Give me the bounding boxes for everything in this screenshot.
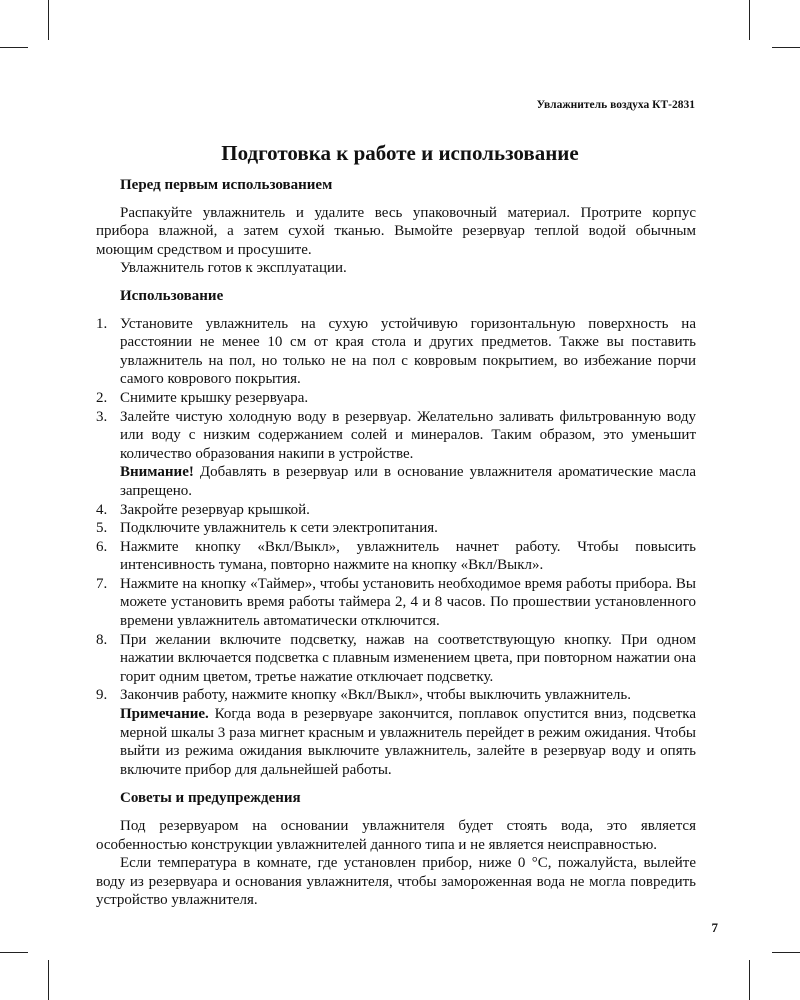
section-heading-before-first-use: Перед первым использованием (120, 177, 333, 193)
page-title: Подготовка к работе и использование (221, 141, 579, 165)
step-text: Подключите увлажнитель к сети электропитания. (120, 520, 438, 537)
note-label: Примечание. (120, 706, 209, 723)
step-number: 9. (96, 687, 108, 704)
list-item (96, 315, 696, 389)
step-text: Нажмите кнопку «Вкл/Выкл», увлажнитель начнет работу. Чтобы повысить интенсивность тумана, повторно нажмите на кнопку «Вкл/Выкл». (120, 538, 696, 574)
crop-mark (749, 0, 750, 40)
list-item (96, 631, 696, 687)
warning-text: Добавлять в резервуар или в основание увлажнителя ароматические масла запрещено. (120, 464, 696, 499)
list-item (96, 519, 696, 538)
crop-mark (772, 47, 800, 48)
list-item (96, 501, 696, 520)
step-text: Установите увлажнитель на сухую устойчивую горизонтальную поверхность на расстоянии не менее 10 см от края стола и других предметов. Также вы поставить увлажнитель на пол, но только не на пол с ковровым покрытием, во избежание порчи самого коврового покрытия. (120, 315, 696, 388)
step-number: 1. (96, 315, 108, 332)
step-text: При желании включите подсветку, нажав на соответствующую кнопку. При одном нажатии включается подсветка с плавным изменением цвета, при повторном нажатии она горит одним цветом, третье нажатие отключает подсветку. (120, 631, 696, 685)
step-number: 8. (96, 631, 108, 648)
step-text: Закончив работу, нажмите кнопку «Вкл/Выкл», чтобы выключить увлажнитель. (120, 687, 631, 704)
paragraph: Под резервуаром на основании увлажнителя будет стоять вода, это является особенностью конструкции увлажнителей данного типа и не является неисправностью. (96, 818, 696, 853)
page-number: 7 (711, 920, 718, 935)
crop-mark (0, 952, 28, 953)
paragraph: Увлажнитель готов к эксплуатации. (120, 260, 347, 277)
warning-label: Внимание! (120, 464, 194, 481)
paragraph: Распакуйте увлажнитель и удалите весь упаковочный материал. Протрите корпус прибора влажной, а затем сухой тканью. Вымойте резервуар теплой водой обычным моющим средством и просушите. (96, 204, 696, 258)
list-item (96, 575, 696, 631)
step-text: Закройте резервуар крышкой. (120, 501, 310, 518)
running-header: Увлажнитель воздуха КТ-2831 (536, 99, 695, 111)
section-heading-usage: Использование (120, 287, 224, 304)
note-text: Когда вода в резервуаре закончится, поплавок опустится вниз, подсветка мерной шкалы 3 раза мигнет красным и увлажнитель перейдет в режим ожидания. Чтобы выйти из режима ожидания выключите увлажнитель, залейте в резервуар воду и опять включите прибор для дальнейшей работы. (120, 706, 696, 778)
step-number: 7. (96, 575, 108, 592)
list-item (96, 686, 696, 779)
list-item (96, 389, 696, 408)
crop-mark (0, 47, 28, 48)
step-number: 5. (96, 520, 108, 537)
step-text: Снимите крышку резервуара. (120, 389, 309, 406)
crop-mark (48, 0, 49, 40)
paragraph: Если температура в комнате, где установлен прибор, ниже 0 °С, пожалуйста, вылейте воду из резервуара и основания увлажнителя, чтобы замороженная вода не могла повредить устройство увлажнителя. (96, 855, 696, 909)
step-number: 4. (96, 501, 108, 518)
usage-steps-list (96, 315, 696, 780)
step-number: 3. (96, 408, 108, 425)
step-number: 6. (96, 538, 108, 555)
section-heading-tips: Советы и предупреждения (120, 790, 301, 807)
step-text: Залейте чистую холодную воду в резервуар. Желательно заливать фильтрованную воду или воду с низким содержанием солей и минералов. Таким образом, это уменьшит количество образования накипи в устройстве. (120, 408, 696, 462)
crop-mark (749, 960, 750, 1000)
step-text: Нажмите на кнопку «Таймер», чтобы установить необходимое время работы прибора. Вы можете установить время работы таймера 2, 4 и 8 часов. По прошествии установленного времени увлажнитель автоматически отключится. (120, 575, 696, 630)
step-number: 2. (96, 389, 108, 406)
list-item (96, 408, 696, 501)
list-item (96, 538, 696, 575)
crop-mark (772, 952, 800, 953)
crop-mark (48, 960, 49, 1000)
page-content (96, 176, 696, 910)
